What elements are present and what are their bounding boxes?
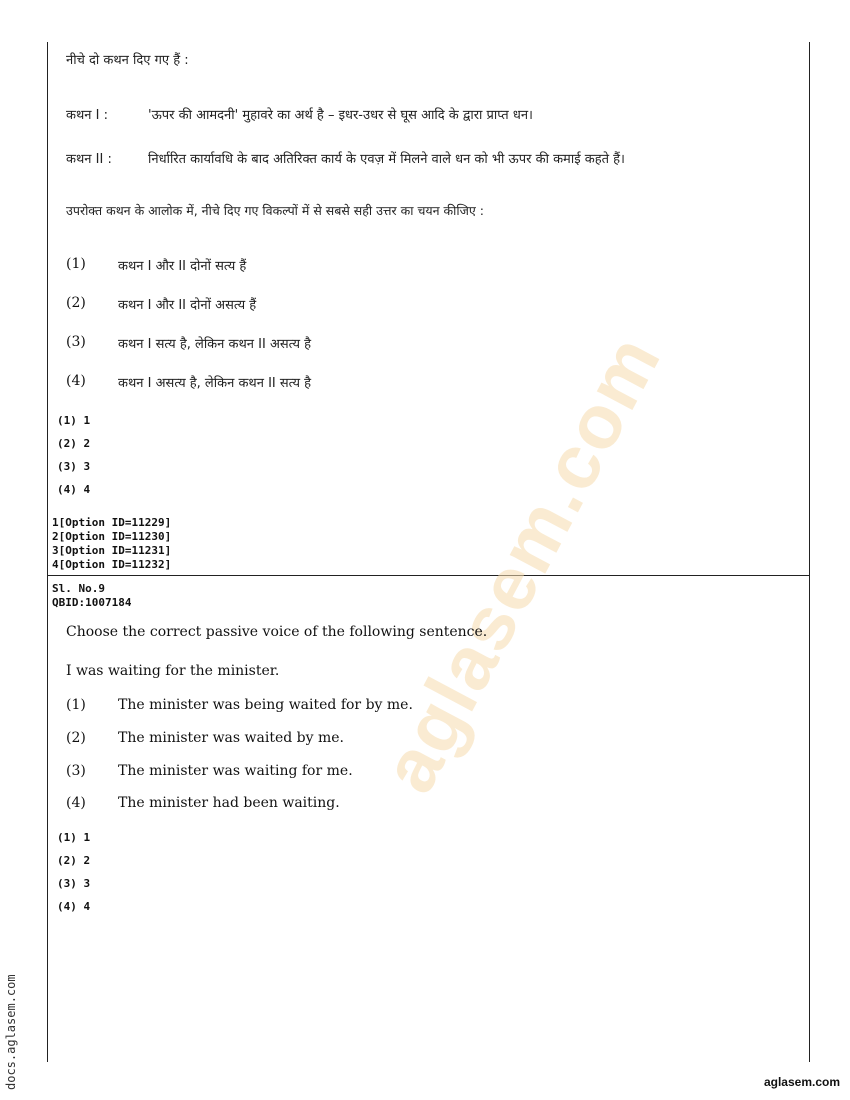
q9-choice-2-num: (2) [66, 730, 86, 746]
q9-answer-3: (3) 3 [57, 877, 91, 890]
q8-instruction: उपरोक्त कथन के आलोक में, नीचे दिए गए विकल्पों में से सबसे सही उत्तर का चयन कीजिए : [66, 203, 484, 218]
q8-option-id-4: 4[Option ID=11232] [52, 558, 172, 571]
q8-choice-1-text: कथन I और II दोनों सत्य हैं [118, 259, 247, 274]
q8-choice-2-text: कथन I और II दोनों असत्य हैं [118, 298, 257, 313]
q8-choice-4-num: (4) [66, 373, 86, 389]
q8-answer-2: (2) 2 [57, 437, 91, 450]
q9-choice-1-text: The minister was being waited for by me. [118, 697, 413, 713]
q9-choice-1-num: (1) [66, 697, 86, 713]
q8-answer-4: (4) 4 [57, 483, 91, 496]
q9-choice-4-num: (4) [66, 795, 86, 811]
q8-answer-1: (1) 1 [57, 414, 91, 427]
q8-statement1-label: कथन I : [66, 108, 108, 123]
q8-statement2-label: कथन II : [66, 152, 112, 167]
q8-statement1-text: 'ऊपर की आमदनी' मुहावरे का अर्थ है – इधर-उधर से घूस आदि के द्वारा प्राप्त धन। [148, 108, 533, 123]
q8-statement2-text: निर्धारित कार्यावधि के बाद अतिरिक्त कार्य के एवज़ में मिलने वाले धन को भी ऊपर की कमाई कहते हैं। [148, 152, 625, 167]
q9-sl-no: Sl. No.9 [52, 582, 105, 595]
q8-choice-3-text: कथन I सत्य है, लेकिन कथन II असत्य है [118, 337, 312, 352]
q9-answer-2: (2) 2 [57, 854, 91, 867]
q8-answer-3: (3) 3 [57, 460, 91, 473]
side-url-text: docs.aglasem.com [4, 974, 18, 1090]
q8-intro: नीचे दो कथन दिए गए हैं : [66, 53, 189, 68]
q9-sentence: I was waiting for the minister. [66, 663, 280, 679]
q8-option-id-2: 2[Option ID=11230] [52, 530, 172, 543]
q9-choice-2-text: The minister was waited by me. [118, 730, 345, 746]
q9-choice-4-text: The minister had been waiting. [118, 795, 340, 811]
q9-prompt: Choose the correct passive voice of the following sentence. [66, 624, 488, 640]
q9-answer-4: (4) 4 [57, 900, 91, 913]
q8-option-id-1: 1[Option ID=11229] [52, 516, 172, 529]
q9-answer-1: (1) 1 [57, 831, 91, 844]
q8-choice-3-num: (3) [66, 334, 86, 350]
right-border-line [809, 42, 810, 1062]
watermark: aglasem.com [366, 321, 678, 806]
q9-choice-3-num: (3) [66, 763, 86, 779]
q8-choice-1-num: (1) [66, 256, 86, 272]
left-border-line [47, 42, 48, 1062]
question-divider [47, 575, 810, 576]
q9-choice-3-text: The minister was waiting for me. [118, 763, 353, 779]
q9-qbid: QBID:1007184 [52, 596, 132, 609]
q8-option-id-3: 3[Option ID=11231] [52, 544, 172, 557]
q8-choice-4-text: कथन I असत्य है, लेकिन कथन II सत्य है [118, 376, 312, 391]
footer-brand: aglasem.com [763, 1075, 840, 1089]
q8-choice-2-num: (2) [66, 295, 86, 311]
